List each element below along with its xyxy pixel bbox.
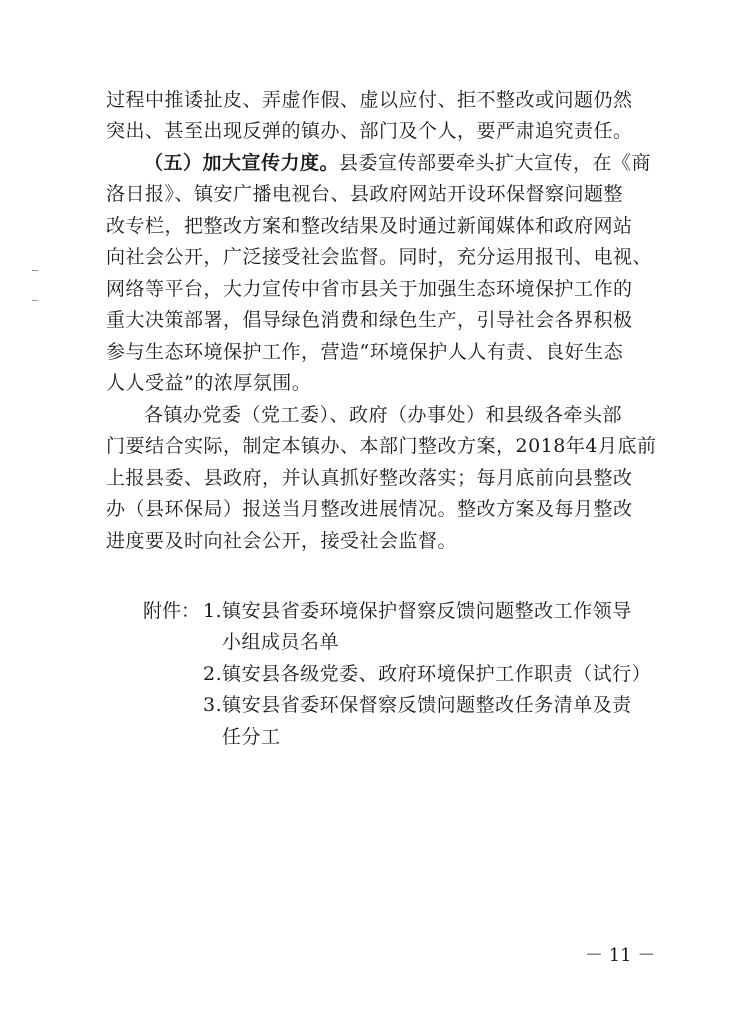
paragraph-text: 县委宣传部要牵头扩大宣传，在《商 <box>339 152 652 174</box>
paragraph-line: 过程中推诿扯皮、弄虚作假、虚以应付、拒不整改或问题仍然 <box>106 89 633 111</box>
paragraph-line: 门要结合实际，制定本镇办、本部门整改方案，2018年4月底前 <box>106 435 657 457</box>
paragraph-line: 上报县委、县政府，并认真抓好整改落实；每月底前向县整改 <box>106 467 633 489</box>
paragraph-line: 人人受益”的浓厚氛围。 <box>106 372 312 394</box>
scan-mark <box>32 300 38 301</box>
attachment-item: 2.镇安县各级党委、政府环境保护工作职责（试行） <box>203 663 652 685</box>
attachment-item-continued: 小组成员名单 <box>222 631 340 653</box>
paragraph-line: 突出、甚至出现反弹的镇办、部门及个人，要严肃追究责任。 <box>106 120 633 142</box>
paragraph-line: 各镇办党委（党工委）、政府（办事处）和县级各牵头部 <box>144 404 623 426</box>
paragraph-line: 办（县环保局）报送当月整改进展情况。整改方案及每月整改 <box>106 498 633 520</box>
paragraph-line <box>144 151 651 175</box>
paragraph-line: 参与生态环境保护工作，营造“环境保护人人有责、良好生态 <box>106 341 624 363</box>
paragraph-line: 向社会公开，广泛接受社会监督。同时，充分运用报刊、电视、 <box>106 246 653 268</box>
page-number: － 11 － <box>585 945 656 966</box>
section-heading: （五）加大宣传力度。 <box>144 152 340 174</box>
paragraph-line: 网络等平台，大力宣传中省市县关于加强生态环境保护工作的 <box>106 278 633 300</box>
paragraph-line: 改专栏，把整改方案和整改结果及时通过新闻媒体和政府网站 <box>106 215 633 237</box>
attachment-item: 3.镇安县省委环保督察反馈问题整改任务清单及责 <box>203 694 632 716</box>
attachment-item: 1.镇安县省委环境保护督察反馈问题整改工作领导 <box>203 600 632 622</box>
scan-mark <box>32 270 38 271</box>
paragraph-line: 进度要及时向社会公开，接受社会监督。 <box>106 530 458 552</box>
paragraph-line: 洛日报》、镇安广播电视台、县政府网站开设环保督察问题整 <box>106 183 624 205</box>
attachments-label: 附件： <box>143 600 201 622</box>
attachment-item-continued: 任分工 <box>222 726 281 748</box>
paragraph-line: 重大决策部署，倡导绿色消费和绿色生产，引导社会各界积极 <box>106 309 633 331</box>
